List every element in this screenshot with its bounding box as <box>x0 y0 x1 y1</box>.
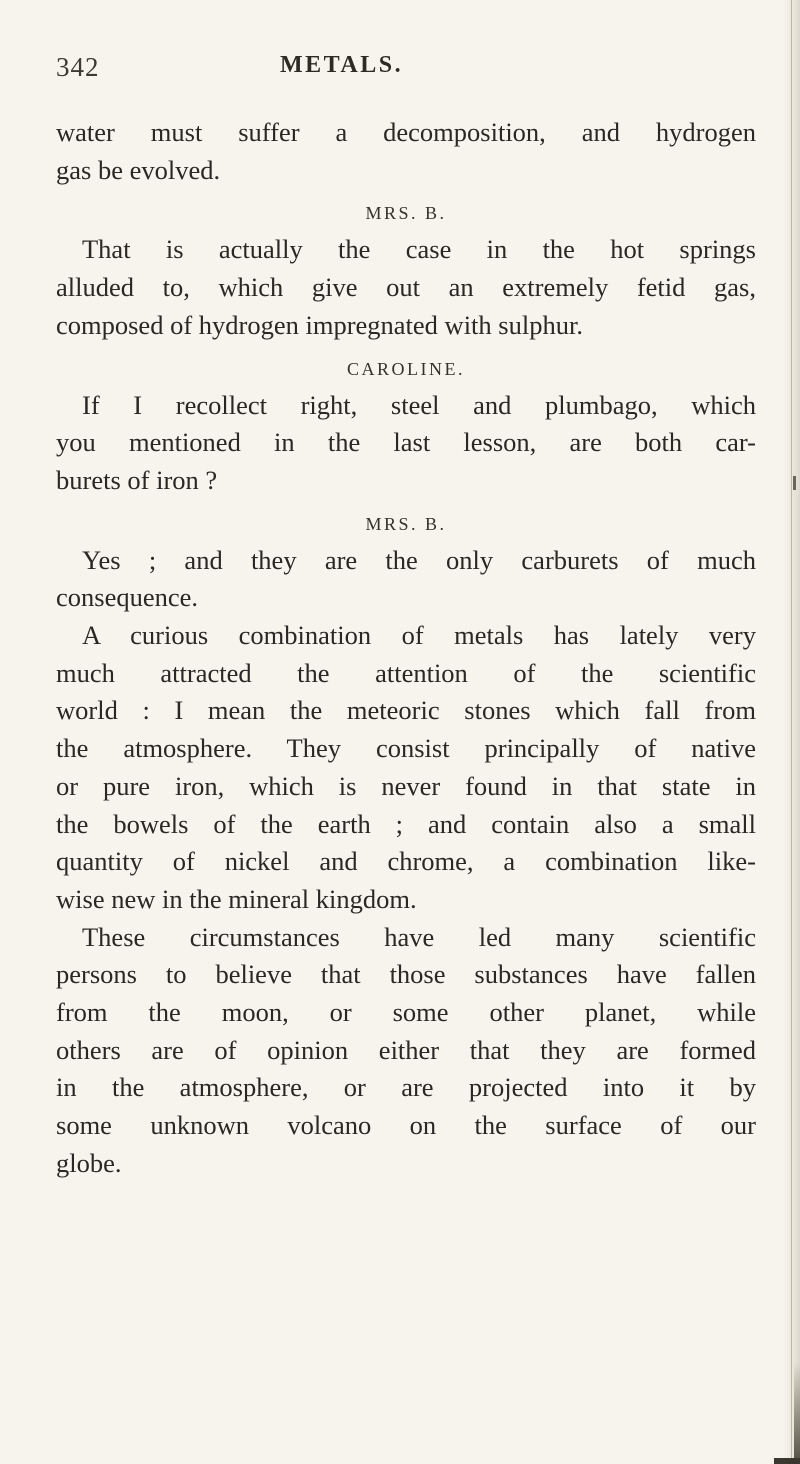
page-edge-mark <box>793 476 796 490</box>
paragraph-5-line <box>56 843 756 881</box>
body-text <box>56 114 756 1183</box>
paragraph-1-end <box>56 152 756 190</box>
text-line: the bowels of the earth ; and contain also a small <box>56 808 756 839</box>
page-header <box>56 52 776 92</box>
text-line: some unknown volcano on the surface of our <box>56 1110 756 1141</box>
speaker-label: MRS. B. <box>365 513 447 534</box>
text-line: gas be evolved. <box>56 154 221 185</box>
paragraph-5-line <box>56 655 756 693</box>
paragraph-3-line <box>56 424 756 462</box>
text-line: That is actually the case in the hot springs <box>82 234 756 265</box>
text-line: A curious combination of metals has lately very <box>82 620 756 651</box>
paragraph-6-line <box>56 1032 756 1070</box>
paragraph-3 <box>56 387 756 425</box>
speaker-label: CAROLINE. <box>347 358 465 379</box>
paragraph-5-line <box>56 768 756 806</box>
text-line: burets of iron ? <box>56 464 218 495</box>
paragraph-5 <box>56 617 756 655</box>
running-head: METALS. <box>280 52 404 78</box>
text-line: Yes ; and they are the only carburets of much <box>82 544 756 575</box>
paragraph-2 <box>56 231 756 269</box>
text-line: persons to believe that those substances have fallen <box>56 959 756 990</box>
text-line: These circumstances have led many scientific <box>82 921 756 952</box>
text-line: quantity of nickel and chrome, a combination like- <box>56 846 756 877</box>
text-line: composed of hydrogen impregnated with sulphur. <box>56 309 583 340</box>
paragraph-6-line <box>56 956 756 994</box>
paragraph-5-line <box>56 692 756 730</box>
text-line: consequence. <box>56 582 198 613</box>
paragraph-5-line <box>56 730 756 768</box>
speaker-label: MRS. B. <box>365 203 447 224</box>
page-edge-line <box>791 0 792 1464</box>
page-edge-shadow <box>784 0 800 1464</box>
paragraph-2-line <box>56 269 756 307</box>
paragraph-3-end <box>56 462 756 500</box>
paragraph-5-end <box>56 881 756 919</box>
page-number: 342 <box>56 52 100 82</box>
text-line: or pure iron, which is never found in that state in <box>56 770 756 801</box>
text-line: you mentioned in the last lesson, are both car- <box>56 427 756 458</box>
text-line: much attracted the attention of the scientific <box>56 657 756 688</box>
paragraph-6-line <box>56 1069 756 1107</box>
paragraph-5-line <box>56 806 756 844</box>
corner-mark <box>774 1458 800 1464</box>
text-line: world : I mean the meteoric stones which fall from <box>56 695 756 726</box>
text-line: from the moon, or some other planet, while <box>56 997 756 1028</box>
text-line: wise new in the mineral kingdom. <box>56 883 417 914</box>
paragraph-6-line <box>56 1107 756 1145</box>
paragraph-1 <box>56 114 756 152</box>
text-line: others are of opinion either that they are formed <box>56 1034 756 1065</box>
paragraph-2-end <box>56 307 756 345</box>
text-line: globe. <box>56 1147 122 1178</box>
paragraph-4 <box>56 542 756 580</box>
binding-shadow <box>794 1362 800 1458</box>
text-line: in the atmosphere, or are projected into it by <box>56 1072 756 1103</box>
paragraph-6-end <box>56 1145 756 1183</box>
paragraph-6 <box>56 919 756 957</box>
text-line: If I recollect right, steel and plumbago, which <box>82 389 756 420</box>
paragraph-4-end <box>56 579 756 617</box>
paragraph-6-line <box>56 994 756 1032</box>
text-line: alluded to, which give out an extremely fetid gas, <box>56 272 756 303</box>
text-line: the atmosphere. They consist principally of native <box>56 733 756 764</box>
text-line: water must suffer a decomposition, and hydrogen <box>56 117 756 147</box>
